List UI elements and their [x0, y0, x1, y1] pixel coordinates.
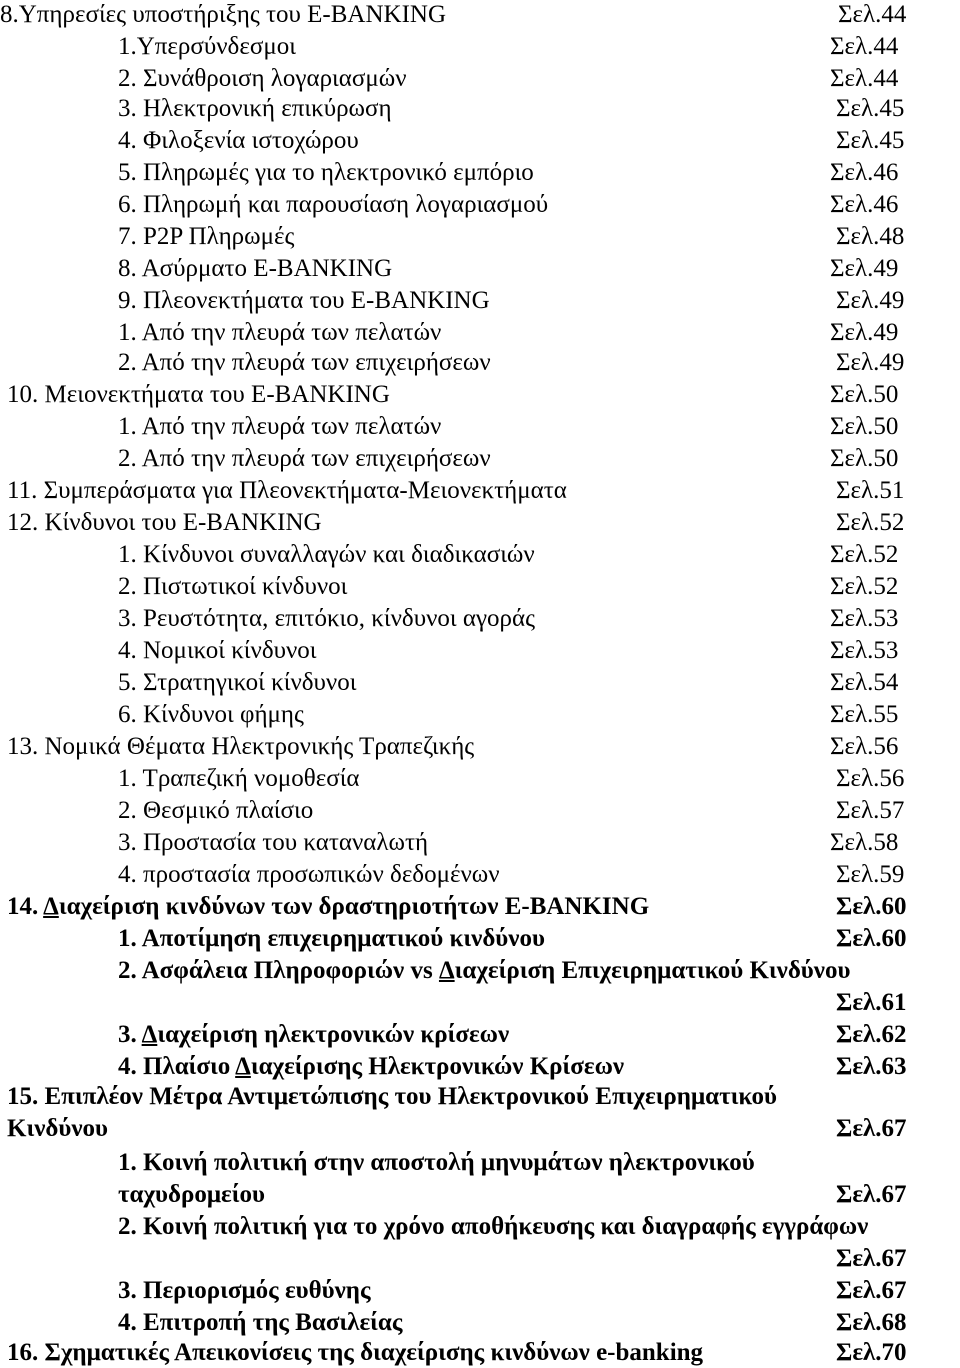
toc-entry-page: Σελ.70	[836, 1339, 907, 1366]
toc-entry-title: 3. Διαχείριση ηλεκτρονικών κρίσεων	[118, 1021, 510, 1048]
toc-entry	[0, 32, 960, 62]
toc-entry-title: 6. Πληρωμή και παρουσίαση λογαριασμού	[118, 191, 549, 218]
toc-entry-page: Σελ.59	[836, 861, 905, 888]
toc-entry-page: Σελ.46	[830, 159, 899, 186]
toc-entry-page: Σελ.67	[836, 1181, 907, 1208]
toc-entry-title: 5. Πληρωμές για το ηλεκτρονικό εμπόριο	[118, 159, 534, 186]
toc-entry-title: 10. Μειονεκτήματα του E-BANKING	[7, 381, 390, 408]
toc-entry-title: 4. Πλαίσιο Διαχείρισης Ηλεκτρονικών Κρίσεων	[118, 1053, 625, 1080]
toc-entry-title: 3. Ηλεκτρονική επικύρωση	[118, 95, 392, 122]
toc-entry	[0, 732, 960, 762]
toc-entry-page: Σελ.44	[830, 65, 899, 92]
toc-entry	[0, 860, 960, 890]
toc-entry	[0, 1020, 960, 1050]
toc-entry-title: 1. Κίνδυνοι συναλλαγών και διαδικασιών	[118, 541, 535, 568]
toc-entry-title: 1.Υπερσύνδεσμοι	[118, 33, 296, 60]
toc-entry-title: 1. Τραπεζική νομοθεσία	[118, 765, 360, 792]
toc-entry-title: 3. Ρευστότητα, επιτόκιο, κίνδυνοι αγοράς	[118, 605, 535, 632]
toc-entry	[0, 64, 960, 94]
toc-entry-title: 16. Σχηματικές Απεικονίσεις της διαχείρισης κινδύνων e-banking	[7, 1339, 704, 1366]
toc-entry-title: 1. Από την πλευρά των πελατών	[118, 319, 442, 346]
toc-entry	[0, 572, 960, 602]
toc-entry-title: 2. Από την πλευρά των επιχειρήσεων	[118, 445, 491, 472]
toc-entry-title: 2. Ασφάλεια Πληροφοριών vs Διαχείριση Επιχειρηματικού Κινδύνου	[118, 957, 851, 984]
toc-entry-title: 8.Υπηρεσίες υποστήριξης του E-BANKING	[0, 1, 447, 28]
toc-entry-page: Σελ.53	[830, 605, 899, 632]
toc-entry-page: Σελ.56	[830, 733, 899, 760]
toc-entry-title: 1. Αποτίμηση επιχειρηματικού κινδύνου	[118, 925, 545, 952]
toc-entry-page: Σελ.46	[830, 191, 899, 218]
toc-entry	[0, 1244, 960, 1274]
toc-entry	[0, 1276, 960, 1306]
toc-entry-title: 4. Νομικοί κίνδυνοι	[118, 637, 317, 664]
toc-entry-page: Σελ.50	[830, 413, 899, 440]
toc-entry	[0, 254, 960, 284]
toc-entry-page: Σελ.60	[836, 925, 907, 952]
toc-entry-page: Σελ.49	[836, 287, 905, 314]
toc-entry-page: Σελ.50	[830, 381, 899, 408]
toc-entry-title: 14. Διαχείριση κινδύνων των δραστηριοτήτων E-BANKING	[7, 893, 650, 920]
toc-entry-page: Σελ.52	[836, 509, 905, 536]
toc-entry	[0, 508, 960, 538]
toc-entry-page: Σελ.45	[836, 95, 905, 122]
toc-entry-page: Σελ.49	[830, 255, 899, 282]
toc-entry-title: 13. Νομικά Θέματα Ηλεκτρονικής Τραπεζικής	[7, 733, 475, 760]
toc-entry-title: 6. Κίνδυνοι φήμης	[118, 701, 304, 728]
toc-entry-page: Σελ.67	[836, 1115, 907, 1142]
toc-entry-page: Σελ.67	[836, 1277, 907, 1304]
toc-entry-title: 11. Συμπεράσματα για Πλεονεκτήματα-Μειονεκτήματα	[7, 477, 567, 504]
toc-entry	[0, 348, 960, 378]
toc-entry-page: Σελ.53	[830, 637, 899, 664]
toc-entry	[0, 0, 960, 30]
toc-entry-title: ταχυδρομείου	[118, 1181, 265, 1208]
toc-entry-title: 8. Ασύρματο E-BANKING	[118, 255, 393, 282]
toc-entry	[0, 94, 960, 124]
toc-entry	[0, 796, 960, 826]
toc-entry	[0, 1148, 960, 1178]
toc-entry-title: Κινδύνου	[7, 1115, 108, 1142]
toc-entry-title: 2. Από την πλευρά των επιχειρήσεων	[118, 349, 491, 376]
toc-entry	[0, 444, 960, 474]
toc-entry	[0, 318, 960, 348]
toc-entry-page: Σελ.61	[836, 989, 907, 1016]
toc-entry	[0, 1212, 960, 1242]
toc-entry-title: 7. P2P Πληρωμές	[118, 223, 295, 250]
toc-entry	[0, 892, 960, 922]
toc-entry	[0, 1180, 960, 1210]
toc-entry	[0, 668, 960, 698]
toc-entry	[0, 126, 960, 156]
toc-entry-page: Σελ.68	[836, 1309, 907, 1336]
toc-entry-page: Σελ.56	[836, 765, 905, 792]
toc-entry-page: Σελ.57	[836, 797, 905, 824]
toc-entry-title: 12. Κίνδυνοι του E-BANKING	[7, 509, 322, 536]
toc-entry-title: 9. Πλεονεκτήματα του E-BANKING	[118, 287, 490, 314]
toc-entry-page: Σελ.45	[836, 127, 905, 154]
toc-entry-page: Σελ.63	[836, 1053, 907, 1080]
toc-entry	[0, 828, 960, 858]
toc-entry-page: Σελ.44	[838, 1, 907, 28]
toc-entry-title: 4. Φιλοξενία ιστοχώρου	[118, 127, 359, 154]
toc-entry	[0, 636, 960, 666]
toc-entry	[0, 764, 960, 794]
toc-entry-title: 2. Πιστωτικοί κίνδυνοι	[118, 573, 348, 600]
toc-entry-page: Σελ.58	[830, 829, 899, 856]
toc-entry-title: 5. Στρατηγικοί κίνδυνοι	[118, 669, 357, 696]
toc-entry	[0, 476, 960, 506]
toc-entry	[0, 190, 960, 220]
toc-entry-page: Σελ.55	[830, 701, 899, 728]
toc-entry-title: 2. Θεσμικό πλαίσιο	[118, 797, 314, 824]
toc-entry-page: Σελ.44	[830, 33, 899, 60]
toc-entry-title: 2. Συνάθροιση λογαριασμών	[118, 65, 407, 92]
toc-entry-title: 4. Επιτροπή της Βασιλείας	[118, 1309, 403, 1336]
toc-entry-title: 3. Προστασία του καταναλωτή	[118, 829, 429, 856]
toc-entry-title: 4. προστασία προσωπικών δεδομένων	[118, 861, 500, 888]
toc-entry-page: Σελ.48	[836, 223, 905, 250]
toc-entry-page: Σελ.60	[836, 893, 907, 920]
toc-entry	[0, 158, 960, 188]
toc-entry-page: Σελ.51	[836, 477, 905, 504]
toc-entry-page: Σελ.50	[830, 445, 899, 472]
toc-entry	[0, 700, 960, 730]
toc-entry-page: Σελ.49	[836, 349, 905, 376]
toc-entry	[0, 222, 960, 252]
toc-entry-page: Σελ.52	[830, 541, 899, 568]
toc-entry	[0, 924, 960, 954]
toc-entry	[0, 1082, 960, 1112]
toc-entry-title: 1. Από την πλευρά των πελατών	[118, 413, 442, 440]
toc-entry-page: Σελ.49	[830, 319, 899, 346]
toc-entry	[0, 412, 960, 442]
toc-entry-title: 2. Κοινή πολιτική για το χρόνο αποθήκευσης και διαγραφής εγγράφων	[118, 1213, 869, 1240]
toc-entry	[0, 1338, 960, 1368]
toc-entry-page: Σελ.54	[830, 669, 899, 696]
toc-entry	[0, 1308, 960, 1338]
toc-entry	[0, 956, 960, 986]
toc-entry	[0, 540, 960, 570]
toc-entry-page: Σελ.62	[836, 1021, 907, 1048]
toc-entry-title: 1. Κοινή πολιτική στην αποστολή μηνυμάτων ηλεκτρονικού	[118, 1149, 755, 1176]
toc-entry	[0, 604, 960, 634]
toc-entry-page: Σελ.52	[830, 573, 899, 600]
toc-entry-title: 15. Επιπλέον Μέτρα Αντιμετώπισης του Ηλεκτρονικού Επιχειρηματικού	[7, 1083, 777, 1110]
toc-entry-page: Σελ.67	[836, 1245, 907, 1272]
toc-entry	[0, 380, 960, 410]
toc-entry-title: 3. Περιορισμός ευθύνης	[118, 1277, 371, 1304]
toc-entry	[0, 286, 960, 316]
toc-entry	[0, 988, 960, 1018]
toc-entry	[0, 1114, 960, 1144]
toc-entry	[0, 1052, 960, 1082]
